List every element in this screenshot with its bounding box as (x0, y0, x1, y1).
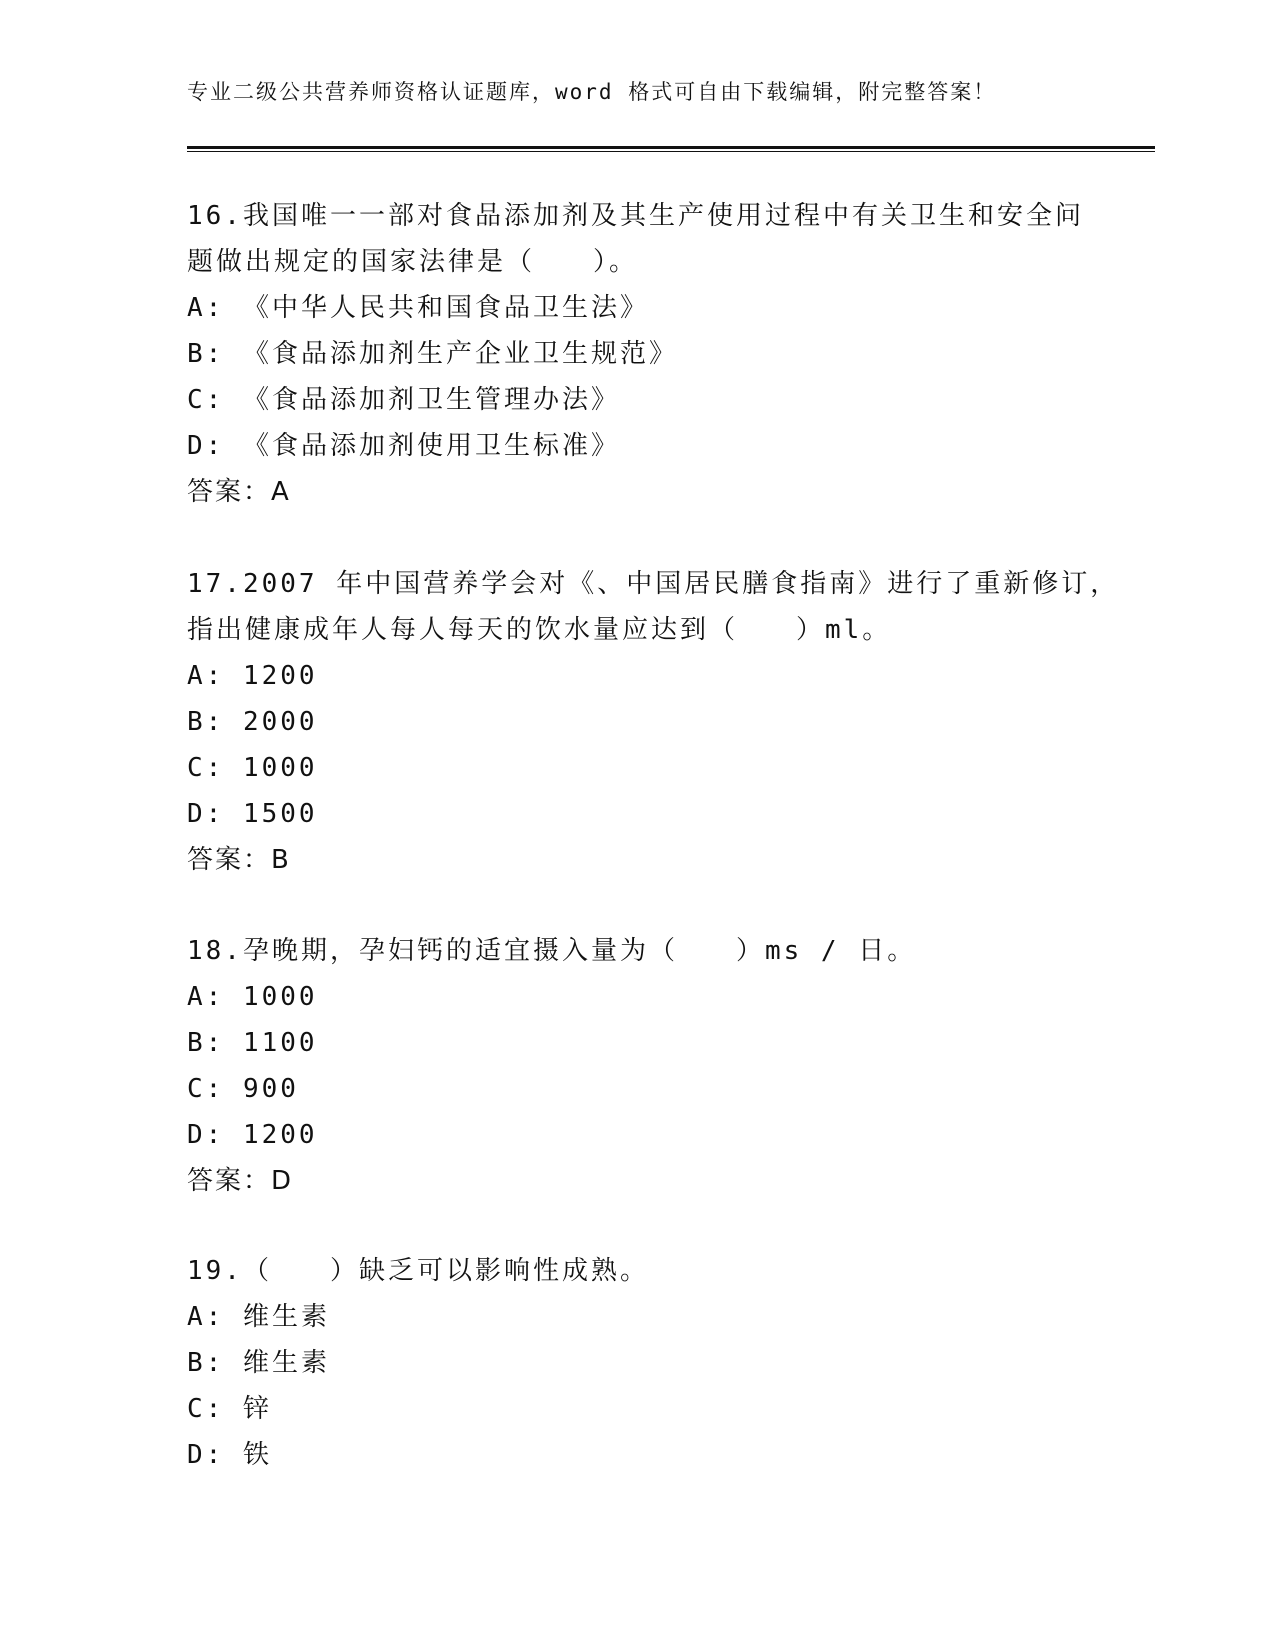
option-a: A: 维生素 (187, 1302, 330, 1332)
question-17 (187, 561, 1120, 883)
option-d: D: 1500 (187, 799, 318, 829)
answer-line: 答案：B (187, 845, 291, 875)
option-d: D: 1200 (187, 1120, 318, 1150)
question-stem-line: 16.我国唯一一部对食品添加剂及其生产使用过程中有关卫生和安全问 (187, 201, 1084, 231)
header-rule-thin (187, 151, 1155, 152)
option-c: C: 900 (187, 1074, 299, 1104)
option-d: D: 铁 (187, 1440, 272, 1470)
option-a: A: 《中华人民共和国食品卫生法》 (187, 293, 649, 323)
question-stem-line: 题做出规定的国家法律是（ ）。 (187, 247, 639, 277)
question-16 (187, 193, 1087, 515)
question-18 (187, 928, 1087, 1204)
question-stem-line: 指出健康成年人每人每天的饮水量应达到（ ）ml。 (187, 615, 892, 645)
option-b: B: 维生素 (187, 1348, 330, 1378)
option-a: A: 1200 (187, 661, 318, 691)
option-d: D: 《食品添加剂使用卫生标准》 (187, 431, 620, 461)
answer-line: 答案：D (187, 1166, 294, 1196)
question-stem-line: 19.（ ）缺乏可以影响性成熟。 (187, 1256, 649, 1286)
question-stem-line: 18.孕晚期，孕妇钙的适宜摄入量为（ ）ms / 日。 (187, 936, 917, 966)
option-c: C: 锌 (187, 1394, 272, 1424)
option-b: B: 《食品添加剂生产企业卫生规范》 (187, 339, 678, 369)
page-header: 专业二级公共营养师资格认证题库，word 格式可自由下载编辑，附完整答案！ (187, 80, 997, 104)
option-c: C: 《食品添加剂卫生管理办法》 (187, 385, 620, 415)
option-c: C: 1000 (187, 753, 318, 783)
question-19 (187, 1248, 1087, 1478)
option-b: B: 2000 (187, 707, 318, 737)
question-stem-line: 17.2007 年中国营养学会对《、中国居民膳食指南》进行了重新修订， (187, 569, 1120, 599)
option-a: A: 1000 (187, 982, 318, 1012)
answer-line: 答案：A (187, 477, 291, 507)
header-rule-thick (187, 146, 1155, 149)
option-b: B: 1100 (187, 1028, 318, 1058)
